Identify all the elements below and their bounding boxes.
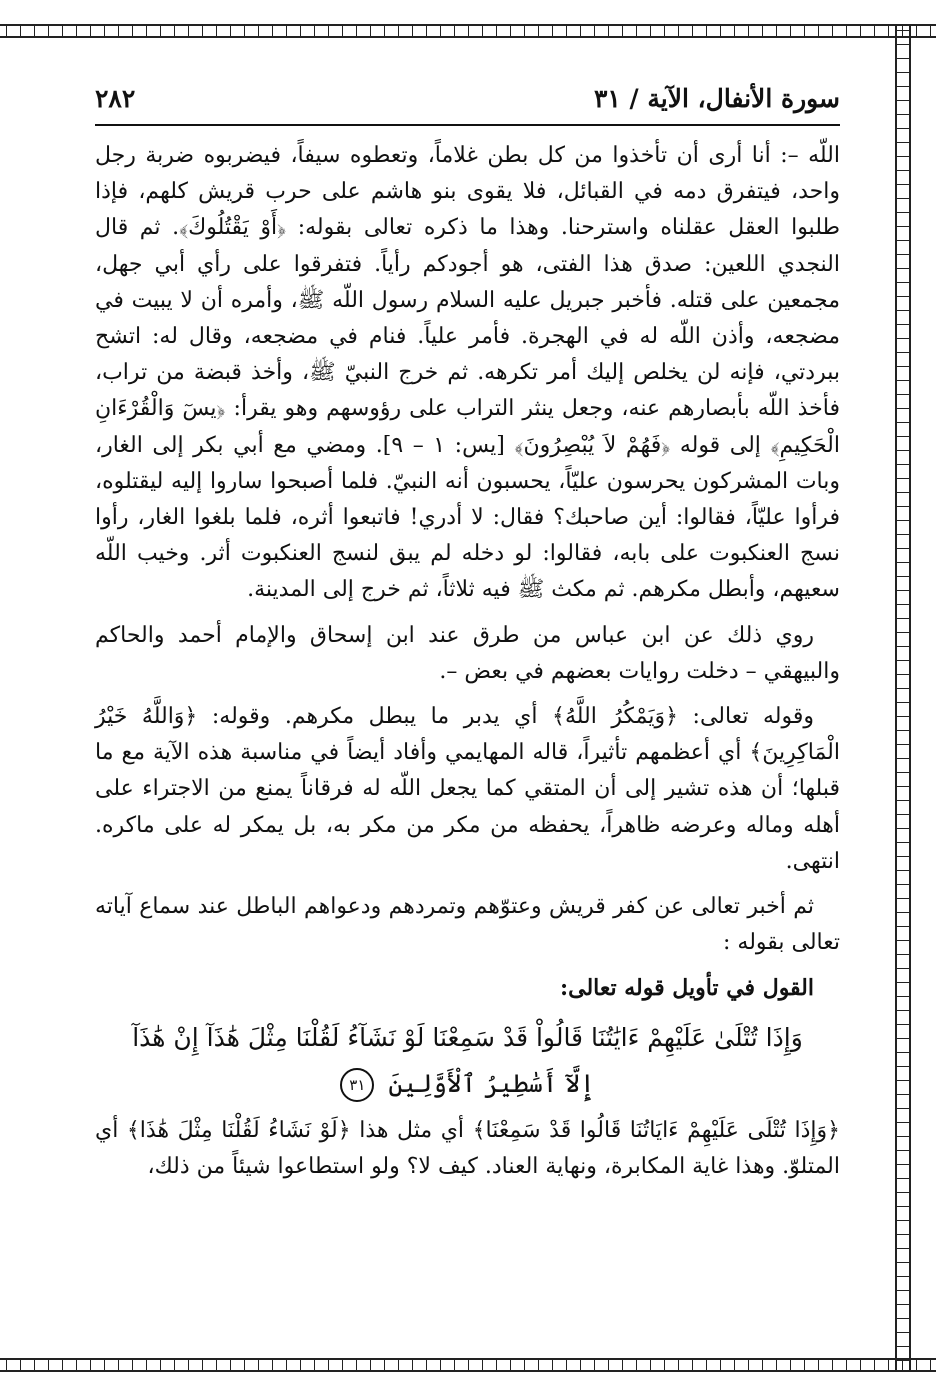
- verse-number-marker: ٣١: [340, 1068, 374, 1102]
- section-heading: القول في تأويل قوله تعالى:: [560, 975, 814, 1002]
- paragraph-transition: ثم أخبر تعالى عن كفر قريش وعتوّهم وتمردهم ودعواهم الباطل عند سماع آياته تعالى بقوله :: [95, 894, 840, 956]
- page-body: [95, 138, 840, 1194]
- page-number: ٢٨٢: [95, 83, 136, 113]
- verse-line-2: [95, 1061, 840, 1107]
- running-title: سورة الأنفال، الآية / ٣١: [593, 83, 840, 113]
- paragraph-narration-source: روي ذلك عن ابن عباس من طرق عند ابن إسحاق والإمام أحمد والحاكم والبيهقي – دخلت روايات بعضهم في بعض –.: [95, 622, 840, 684]
- page-border-top: [0, 24, 936, 38]
- verse-line-1: وَإِذَا تُتْلَىٰ عَلَيْهِمْ ءَايَٰتُنَا قَالُواْ قَدْ سَمِعْنَا لَوْ نَشَآءُ لَقُلْنَا مِثْلَ هَٰذَآ إِنْ هَٰذَآ: [132, 1022, 803, 1052]
- verse-line-2-text: إِلَّآ أَسَٰطِيرُ ٱلْأَوَّلِينَ: [388, 1068, 595, 1098]
- page-border-right: [895, 24, 911, 1372]
- header-rule: [95, 124, 840, 126]
- quran-verse: [95, 1015, 840, 1107]
- page-border-bottom: [0, 1358, 936, 1372]
- paragraph-verse-commentary: ﴿وَإِذَا تُتْلَى عَلَيْهِمْ ءَايَاتُنَا قَالُوا قَدْ سَمِعْنَا﴾ أي مثل هذا ﴿لَوْ نَشَاءُ لَقُلْنَا مِثْلَ هَٰذَا﴾ أي المتلوّ. وهذا غاية المكابرة، ونهاية العناد. كيف لا؟ ولو استطاعوا شيئاً من ذلك،: [95, 1117, 840, 1179]
- paragraph-narrative: اللّه –: أنا أرى أن تأخذوا من كل بطن غلاماً، وتعطوه سيفاً، فيضربوه ضربة رجل واحد، فيتفرق دمه في القبائل، فلا يقوى بنو هاشم على حرب قريش كلهم، فإذا طلبوا العقل عقلناه واسترحنا. وهذا ما ذكره تعالى بقوله: ﴿أَوْ يَقْتُلُوكَ﴾. ثم قال النجدي اللعين: صدق هذا الفتى، هو أجودكم رأياً. فتفرقوا على رأي أبي جهل، مجمعين على قتله. فأخبر جبريل عليه السلام رسول اللّه ﷺ، وأمره أن لا يبيت في مضجعه، وأذن اللّه له في الهجرة. فأمر علياً. فنام في مضجعه، وقال له: اتشح ببردتي، فإنه لن يخلص إليك أمر تكرهه. ثم خرج النبيّ ﷺ، وأخذ قبضة من تراب، فأخذ اللّه بأبصارهم عنه، وجعل ينثر التراب على رؤوسهم وهو يقرأ: ﴿يسٓ وَالْقُرْءَانِ الْحَكِيمِ﴾ إلى قوله ﴿فَهُمْ لاَ يُبْصِرُونَ﴾ [يس: ١ – ٩]. ومضي مع أبي بكر إلى الغار، وبات المشركون يحرسون عليّاً، يحسبون أنه النبيّ. فلما أصبحوا ساروا إليه ليقتلوه، فرأوا عليّاً، فقالوا: أين صاحبك؟ فقال: لا أدري! فاتبعوا أثره، فلما بلغوا الغار، رأوا نسج العنكبوت على بابه، فقالوا: لو دخله لم يبق لنسج العنكبوت أثر. وخيب اللّه سعيهم، وأبطل مكرهم. ثم مكث ﷺ فيه ثلاثاً، ثم خرج إلى المدينة.: [95, 143, 840, 603]
- page-header: [95, 78, 840, 118]
- paragraph-commentary: وقوله تعالى: ﴿وَيَمْكُرُ اللَّهُ﴾ أي يدبر ما يبطل مكرهم. وقوله: ﴿وَاللَّهُ خَيْرُ الْمَاكِرِينَ﴾ أي أعظمهم تأثيراً، قاله المهايمي وأفاد أيضاً في مناسبة هذه الآية مع ما قبلها؛ أن هذه تشير إلى أن المتقي كما يجعل اللّه له فرقاناً يمنع من الاجتراء على أهله وماله وعرضه ظاهراً، يحفظه من مكر من مكر به، بل يمكر له على ماكره. انتهى.: [95, 704, 840, 874]
